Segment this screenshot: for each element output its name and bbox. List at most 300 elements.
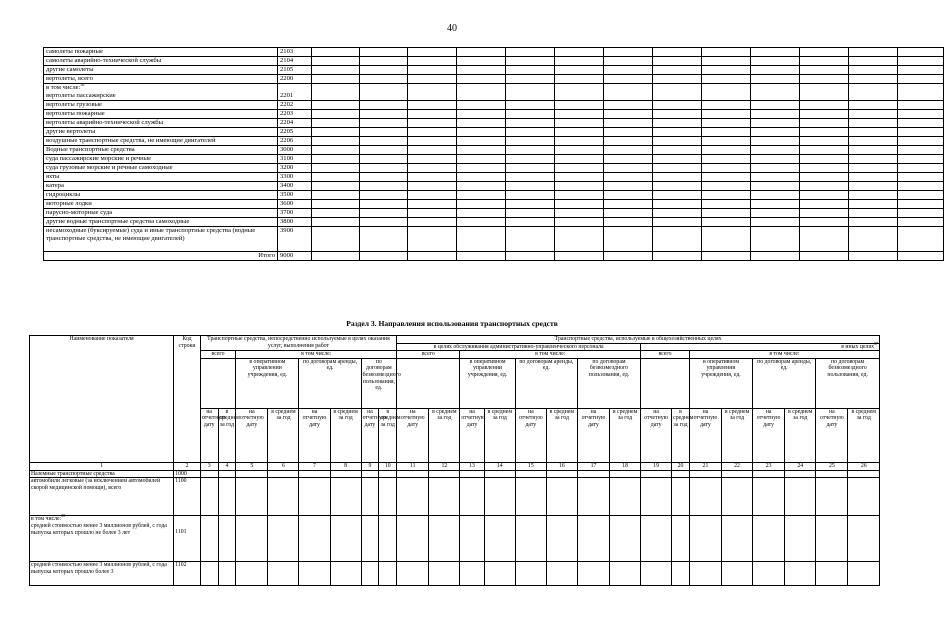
data-cell [702, 218, 751, 227]
data-cell [555, 252, 604, 261]
data-cell [800, 57, 849, 66]
data-cell [555, 119, 604, 128]
row-code: 3400 [278, 182, 312, 191]
data-cell [312, 218, 360, 227]
header-on-date: на отчетную дату [236, 408, 268, 462]
header-avg-year: в среднем за год [610, 408, 641, 462]
data-cell [722, 478, 753, 516]
data-cell [702, 110, 751, 119]
data-cell [653, 200, 702, 209]
data-cell [604, 75, 653, 84]
data-cell [546, 478, 577, 516]
row-code: 2103 [278, 48, 312, 57]
data-cell [898, 227, 944, 252]
data-cell [689, 516, 721, 562]
row-label-text: Водные транспортные средства [46, 146, 135, 153]
row-label [44, 209, 278, 218]
data-cell [849, 200, 898, 209]
column-number: 23 [753, 462, 785, 470]
data-cell [604, 137, 653, 146]
row-label-text: другие вертолеты [46, 128, 96, 135]
data-cell [457, 48, 506, 57]
data-cell [653, 137, 702, 146]
data-cell [653, 173, 702, 182]
data-cell [604, 191, 653, 200]
data-cell [751, 200, 800, 209]
data-cell [218, 562, 236, 586]
data-cell [330, 562, 361, 586]
row-label [30, 562, 174, 586]
page-number: 40 [447, 23, 457, 34]
data-cell [604, 252, 653, 261]
data-cell [702, 252, 751, 261]
column-number: 10 [379, 462, 397, 470]
data-cell [800, 252, 849, 261]
data-cell [849, 57, 898, 66]
data-cell [848, 516, 880, 562]
data-cell [672, 516, 690, 562]
data-cell [397, 516, 429, 562]
row-code: 2206 [278, 137, 312, 146]
data-cell [898, 66, 944, 75]
data-cell [408, 252, 457, 261]
data-cell [218, 470, 236, 478]
data-cell [898, 48, 944, 57]
data-cell [800, 218, 849, 227]
header-lease: по договорам аренды, ед. [515, 358, 577, 408]
footnote-mark: 36 [80, 81, 85, 87]
data-cell [751, 218, 800, 227]
header-avg-year: в среднем за год [429, 408, 460, 462]
column-number: 2 [174, 462, 201, 470]
data-cell [546, 470, 577, 478]
data-cell [408, 227, 457, 252]
data-cell [555, 200, 604, 209]
data-cell [702, 57, 751, 66]
row-label-text: вертолеты пассажирские [46, 92, 116, 99]
data-cell [460, 470, 484, 478]
column-number: 1 [30, 462, 174, 470]
header-incl: в том числе: [460, 351, 641, 359]
data-cell [506, 66, 555, 75]
column-number: 13 [460, 462, 484, 470]
row-code: 3500 [278, 191, 312, 200]
data-cell [360, 48, 408, 57]
data-cell [312, 200, 360, 209]
data-cell [555, 209, 604, 218]
data-cell [898, 101, 944, 110]
data-cell [330, 516, 361, 562]
data-cell [800, 155, 849, 164]
data-cell [484, 470, 515, 478]
data-cell [849, 48, 898, 57]
data-cell [641, 470, 672, 478]
data-cell [200, 516, 218, 562]
data-cell [653, 146, 702, 155]
data-cell [379, 562, 397, 586]
header-avg-year: в среднем за год [672, 408, 690, 462]
column-number: 16 [546, 462, 577, 470]
data-cell [898, 173, 944, 182]
row-label [44, 48, 278, 57]
data-cell [379, 516, 397, 562]
section3-table [29, 335, 880, 586]
data-cell [751, 164, 800, 173]
data-cell [702, 84, 751, 101]
data-cell [312, 191, 360, 200]
data-cell [751, 101, 800, 110]
data-cell [506, 164, 555, 173]
table-row [44, 48, 944, 57]
data-cell [610, 478, 641, 516]
data-cell [849, 191, 898, 200]
column-number: 8 [330, 462, 361, 470]
data-cell [753, 562, 785, 586]
table-row [30, 562, 880, 586]
data-cell [457, 191, 506, 200]
table-row [44, 110, 944, 119]
column-number: 18 [610, 462, 641, 470]
header-total: всего [397, 351, 460, 359]
data-cell [312, 66, 360, 75]
data-cell [848, 470, 880, 478]
row-label [44, 81, 278, 101]
data-cell [702, 137, 751, 146]
data-cell [751, 110, 800, 119]
table-row [44, 200, 944, 209]
data-cell [555, 191, 604, 200]
header-oper: в оперативном управлении учреждения, ед. [460, 358, 515, 408]
column-number: 9 [361, 462, 379, 470]
row-label [44, 101, 278, 110]
data-cell [408, 84, 457, 101]
row-code: 3100 [278, 155, 312, 164]
row-label [30, 513, 174, 562]
data-cell [849, 75, 898, 84]
data-cell [460, 562, 484, 586]
data-cell [555, 218, 604, 227]
data-cell [604, 66, 653, 75]
data-cell [653, 101, 702, 110]
table-row [44, 155, 944, 164]
data-cell [702, 101, 751, 110]
data-cell [236, 516, 268, 562]
row-code: 2204 [278, 119, 312, 128]
data-cell [604, 146, 653, 155]
data-cell [299, 516, 330, 562]
table-row [30, 470, 880, 478]
data-cell [848, 478, 880, 516]
data-cell [429, 478, 460, 516]
data-cell [515, 478, 546, 516]
row-label [44, 200, 278, 209]
row-code: 1100 [174, 478, 201, 516]
data-cell [360, 173, 408, 182]
header-avg-year: в среднем за год [484, 408, 515, 462]
data-cell [702, 173, 751, 182]
data-cell [604, 173, 653, 182]
data-cell [653, 48, 702, 57]
header-on-date: на отчетную дату [641, 408, 672, 462]
column-number: 14 [484, 462, 515, 470]
data-cell [397, 562, 429, 586]
data-cell [408, 75, 457, 84]
data-cell [800, 209, 849, 218]
data-cell [408, 66, 457, 75]
data-cell [506, 252, 555, 261]
data-cell [457, 119, 506, 128]
data-cell [751, 227, 800, 252]
data-cell [849, 84, 898, 101]
header-general-use: Транспортные средства, используемые в общехозяйственных целях [397, 336, 880, 344]
data-cell [702, 182, 751, 191]
data-cell [849, 110, 898, 119]
row-code: 2200 [278, 75, 312, 84]
data-cell [360, 164, 408, 173]
data-cell [604, 57, 653, 66]
data-cell [506, 173, 555, 182]
data-cell [800, 164, 849, 173]
data-cell [753, 478, 785, 516]
header-incl: в том числе: [689, 351, 879, 359]
data-cell [816, 470, 848, 478]
data-cell [751, 75, 800, 84]
data-cell [751, 48, 800, 57]
header-free: по договорам безвозмездного пользования, ед. [361, 358, 397, 408]
data-cell [800, 137, 849, 146]
data-cell [751, 137, 800, 146]
data-cell [702, 164, 751, 173]
row-label-text: вертолеты, всего [46, 75, 93, 82]
data-cell [555, 66, 604, 75]
data-cell [457, 155, 506, 164]
data-cell [849, 66, 898, 75]
data-cell [555, 164, 604, 173]
data-cell [360, 110, 408, 119]
column-number: 12 [429, 462, 460, 470]
data-cell [299, 470, 330, 478]
data-cell [898, 209, 944, 218]
data-cell [641, 562, 672, 586]
data-cell [555, 146, 604, 155]
data-cell [800, 101, 849, 110]
header-admin: в целях обслуживания административно-управленческого персонала [397, 343, 641, 351]
header-free: по договорам безвозмездного пользования, ед. [816, 358, 880, 408]
data-cell [360, 200, 408, 209]
data-cell [360, 182, 408, 191]
data-cell [653, 75, 702, 84]
row-label-text: моторные лодки [46, 200, 92, 207]
header-indicator-name: Наименование показателя [30, 336, 174, 409]
data-cell [849, 128, 898, 137]
data-cell [360, 191, 408, 200]
data-cell [849, 101, 898, 110]
data-cell [653, 191, 702, 200]
table-row [44, 57, 944, 66]
table-row [44, 218, 944, 227]
row-label-text: парусно-моторные суда [46, 209, 113, 216]
data-cell [408, 146, 457, 155]
row-code: 3000 [278, 146, 312, 155]
data-cell [555, 48, 604, 57]
header-avg-year: в среднем за год [785, 408, 816, 462]
header-oper: в оперативном управлении учреждения, ед. [236, 358, 299, 408]
table-row [44, 84, 944, 101]
row-label-text: средней стоимостью менее 3 миллионов рублей, с года выпуска которых прошло более 3 [31, 562, 167, 575]
row-label [44, 146, 278, 155]
row-label-text: катера [46, 182, 64, 189]
table-row [44, 101, 944, 110]
data-cell [898, 155, 944, 164]
data-cell [361, 516, 379, 562]
data-cell [312, 48, 360, 57]
data-cell [506, 101, 555, 110]
data-cell [408, 182, 457, 191]
data-cell [702, 146, 751, 155]
header-on-date: на отчетную дату [361, 408, 379, 462]
data-cell [312, 84, 360, 101]
data-cell [653, 119, 702, 128]
data-cell [360, 66, 408, 75]
data-cell [546, 562, 577, 586]
data-cell [515, 470, 546, 478]
data-cell [408, 110, 457, 119]
data-cell [360, 128, 408, 137]
data-cell [689, 470, 721, 478]
data-cell [702, 191, 751, 200]
data-cell [460, 478, 484, 516]
data-cell [816, 562, 848, 586]
data-cell [653, 57, 702, 66]
data-cell [408, 209, 457, 218]
data-cell [604, 119, 653, 128]
data-cell [408, 218, 457, 227]
data-cell [816, 478, 848, 516]
table-row [44, 146, 944, 155]
data-cell [312, 252, 360, 261]
data-cell [604, 218, 653, 227]
row-label [44, 164, 278, 173]
header-free: по договорам безвозмездного пользования, ед. [577, 358, 640, 408]
data-cell [506, 128, 555, 137]
data-cell [751, 182, 800, 191]
row-label-text: средней стоимостью менее 3 миллионов рублей, с года выпуска которых прошло не более 3 лет [31, 522, 167, 536]
header-on-date: на отчетную дату [816, 408, 848, 462]
data-cell [360, 137, 408, 146]
data-cell [360, 155, 408, 164]
footnote-mark: 38 [61, 513, 66, 519]
data-cell [361, 470, 379, 478]
row-code: 3800 [278, 218, 312, 227]
data-cell [604, 200, 653, 209]
table-row [44, 164, 944, 173]
data-cell [506, 209, 555, 218]
data-cell [800, 48, 849, 57]
column-number: 26 [848, 462, 880, 470]
data-cell [312, 110, 360, 119]
data-cell [653, 209, 702, 218]
row-code: 1000 [174, 470, 201, 478]
data-cell [816, 516, 848, 562]
data-cell [800, 84, 849, 101]
data-cell [898, 252, 944, 261]
row-label-text: суда пассажирские морские и речные [46, 155, 152, 162]
data-cell [751, 191, 800, 200]
data-cell [898, 137, 944, 146]
column-number: 3 [200, 462, 218, 470]
row-label-text: воздушные транспортные средства, не имеющие двигателей [46, 137, 216, 144]
header-incl: в том числе: [236, 351, 397, 359]
data-cell [849, 218, 898, 227]
data-cell [849, 252, 898, 261]
header-oper: в оперативном управлении учреждения, ед. [689, 358, 752, 408]
data-cell [506, 84, 555, 101]
data-cell [610, 470, 641, 478]
data-cell [360, 209, 408, 218]
data-cell [898, 218, 944, 227]
header-total: всего [641, 351, 690, 359]
data-cell [429, 562, 460, 586]
data-cell [672, 470, 690, 478]
data-cell [299, 478, 330, 516]
data-cell [555, 57, 604, 66]
column-number: 17 [577, 462, 609, 470]
data-cell [408, 48, 457, 57]
data-cell [361, 562, 379, 586]
header-on-date: на отчетную дату [200, 408, 218, 462]
data-cell [506, 218, 555, 227]
data-cell [408, 155, 457, 164]
data-cell [800, 182, 849, 191]
data-cell [751, 84, 800, 101]
total-code: 9000 [278, 252, 312, 261]
header-avg-year: в среднем за год [330, 408, 361, 462]
data-cell [506, 227, 555, 252]
data-cell [702, 119, 751, 128]
row-label-text: другие самолеты [46, 66, 94, 73]
data-cell [457, 146, 506, 155]
data-cell [312, 164, 360, 173]
data-cell [457, 164, 506, 173]
data-cell [604, 164, 653, 173]
data-cell [361, 478, 379, 516]
row-label-text: вертолеты пожарные [46, 110, 105, 117]
data-cell [555, 137, 604, 146]
row-code: 2104 [278, 57, 312, 66]
row-label [44, 218, 278, 227]
row-label [44, 75, 278, 84]
row-label [44, 110, 278, 119]
column-number: 5 [236, 462, 268, 470]
row-label [30, 470, 174, 478]
table-row [30, 516, 880, 562]
data-cell [702, 209, 751, 218]
data-cell [506, 146, 555, 155]
table-row [44, 191, 944, 200]
data-cell [800, 227, 849, 252]
column-number: 11 [397, 462, 429, 470]
table-row [44, 173, 944, 182]
row-label-text: вертолеты грузовые [46, 101, 102, 108]
row-label-text: яхты [46, 173, 60, 180]
data-cell [555, 101, 604, 110]
data-cell [506, 155, 555, 164]
data-cell [360, 227, 408, 252]
row-label-text: в том числе: [31, 516, 62, 523]
data-cell [577, 478, 609, 516]
data-cell [751, 252, 800, 261]
data-cell [312, 128, 360, 137]
